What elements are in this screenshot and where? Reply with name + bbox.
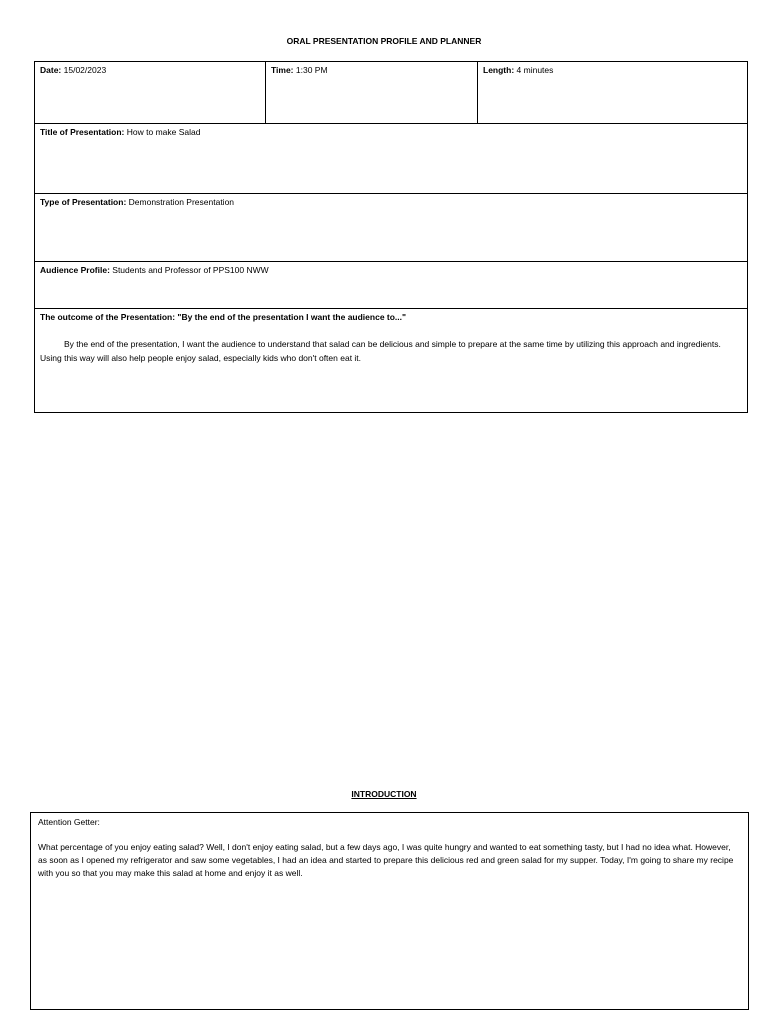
type-row <box>35 194 748 262</box>
length-label: Length: <box>483 65 515 75</box>
attention-getter-box <box>30 812 749 1010</box>
length-cell <box>478 62 748 124</box>
outcome-label: The outcome of the Presentation: "By the end of the presentation I want the audience to..." <box>40 312 407 322</box>
outcome-row <box>35 309 748 413</box>
date-value: 15/02/2023 <box>63 65 107 75</box>
profile-table <box>34 61 748 413</box>
audience-cell <box>35 262 748 309</box>
time-cell <box>266 62 478 124</box>
outcome-text: By the end of the presentation, I want the audience to understand that salad can be delicious and simple to prepare at the same time by utilizing this approach and ingredients. Using this way will also help people enjoy salad, especially kids who don't often eat it. <box>40 339 721 363</box>
outcome-cell <box>35 309 748 413</box>
time-value: 1:30 PM <box>295 65 328 75</box>
type-cell <box>35 194 748 262</box>
presentation-title-value: How to make Salad <box>126 127 201 137</box>
length-value: 4 minutes <box>516 65 554 75</box>
document-title: ORAL PRESENTATION PROFILE AND PLANNER <box>286 36 482 46</box>
attention-getter-label: Attention Getter: <box>38 817 100 827</box>
presentation-type-label: Type of Presentation: <box>40 197 127 207</box>
date-time-length-row <box>35 62 748 124</box>
attention-getter-text: What percentage of you enjoy eating salad? Well, I don't enjoy eating salad, but a few days ago, I was quite hungry and wanted to eat something tasty, but I had no idea what. However, as soon as I opened my refrigerator and saw some vegetables, I had an idea and started to prepare this delicious red and green salad for my supper. Today, I'm going to share my recipe with you so that you may make this salad at home and enjoy it as well. <box>38 842 734 878</box>
presentation-title-label: Title of Presentation: <box>40 127 125 137</box>
audience-profile-label: Audience Profile: <box>40 265 110 275</box>
time-label: Time: <box>271 65 294 75</box>
title-cell <box>35 124 748 194</box>
title-row <box>35 124 748 194</box>
audience-profile-value: Students and Professor of PPS100 NWW <box>112 265 269 275</box>
audience-row <box>35 262 748 309</box>
presentation-type-value: Demonstration Presentation <box>128 197 235 207</box>
date-cell <box>35 62 266 124</box>
introduction-heading: INTRODUCTION <box>351 789 417 799</box>
date-label: Date: <box>40 65 62 75</box>
